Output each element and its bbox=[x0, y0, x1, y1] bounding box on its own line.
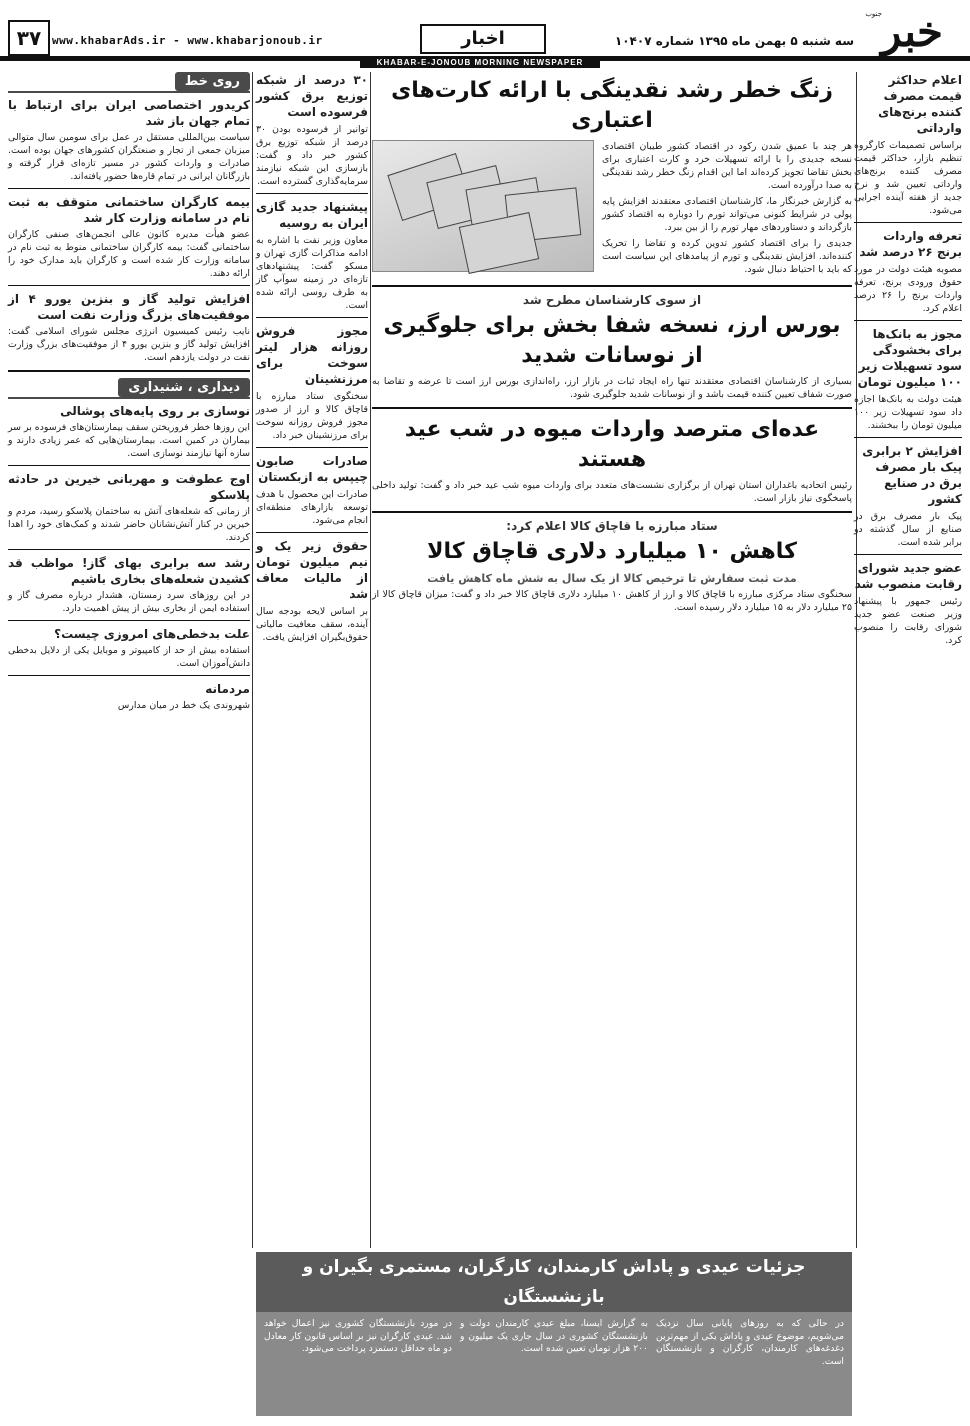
page-number: ۳۷ bbox=[8, 20, 50, 56]
brief-body-2: معاون وزیر نفت با اشاره به ادامه مذاکرات گازی تهران و مسکو گفت: پیشنهادهای تازه‌ای در زمینه سوآپ گاز به طرف روسی ارائه شده است. bbox=[256, 235, 368, 311]
brief-headline-2: پیشنهاد جدید گازی ایران به روسیه bbox=[256, 200, 368, 230]
right-body-4: پیک بار مصرف برق در صنایع از سال گذشته دو برابر شده است. bbox=[854, 511, 962, 548]
right-body-2: مصوبه هیئت دولت در مورد حقوق ورودی برنج، تعرفه واردات برنج را ۲۶ درصد اعلام کرد. bbox=[854, 264, 962, 314]
left-headline-5: اوج عطوفت و مهربانی خیرین در حادثه پلاسکو bbox=[8, 472, 250, 502]
left-column bbox=[8, 72, 250, 715]
right-headline-4: افزایش ۲ برابری پیک بار مصرف برق در صنایع کشور bbox=[862, 444, 962, 506]
kicker-4: ستاد مبارزه با قاچاق کالا اعلام کرد: bbox=[506, 519, 718, 533]
column-rule bbox=[370, 72, 371, 1248]
right-headline-2: تعرفه واردات برنج ۲۶ درصد شد bbox=[859, 229, 962, 259]
left-body-8: شهروندی یک خط در میان مدارس bbox=[117, 700, 250, 711]
right-headline-3: مجوز به بانک‌ها برای بخشودگی سود تسهیلات زیر ۱۰۰ میلیون تومان bbox=[857, 327, 962, 389]
left-headline-6: رشد سه برابری بهای گاز! مواظب قد کشیدن شعله‌های بخاری باشیم bbox=[8, 556, 250, 586]
left-headline-2: بیمه کارگران ساختمانی متوقف به ثبت نام در سامانه وزارت کار شد bbox=[8, 195, 250, 225]
issue-date: سه شنبه ۵ بهمن ماه ۱۳۹۵ شماره ۱۰۴۰۷ bbox=[614, 34, 854, 48]
banner-title: جزئیات عیدی و پاداش کارمندان، کارگران، مستمری بگیران و بازنشستگان bbox=[256, 1252, 852, 1312]
main-headline-2: بورس ارز، نسخه شفا بخش برای جلوگیری از نوسانات شدید bbox=[383, 313, 841, 368]
left-headline-4: نوسازی بر روی پایه‌های پوشالی bbox=[60, 404, 250, 418]
right-headline-5: عضو جدید شورای رقابت منصوب شد bbox=[854, 561, 962, 591]
left-body-7: استفاده بیش از حد از کامپیوتر و موبایل یکی از دلایل بدخطی دانش‌آموزان است. bbox=[8, 645, 250, 669]
section-title: اخبار bbox=[420, 24, 546, 54]
tag-online: روی خط bbox=[175, 72, 250, 91]
left-body-6: در این روزهای سرد زمستان، هشدار درباره مصرف گاز و استفاده ایمن از بخاری بیش از پیش اهمیت دارد. bbox=[8, 590, 250, 614]
left-body-2: عضو هیأت مدیره کانون عالی انجمن‌های صنفی کارگران ساختمانی گفت: بیمه کارگران ساختمانی منوط به ثبت نام در سامانه وزارت کار شده است و کارگران باید مدارک خود را ارائه دهند. bbox=[8, 229, 250, 279]
main-body-1a: هر چند با عمیق شدن رکود در اقتصاد کشور طیبان اقتصادی نسخه جدیدی را با ارائه تسهیلات خرد و کارت اعتباری برای بخش تقاضا تجویز کرده‌اند اما این اقدام زنگ خطر رشد نقدینگی به صدا درآورده است. bbox=[602, 141, 852, 191]
credit-cards-photo bbox=[372, 140, 594, 272]
main-body-1c: جدیدی را برای اقتصاد کشور تدوین کرده و تقاضا را تحریک کننده‌اند. افزایش نقدینگی و تورم از پیامدهای این سیاست است که باید با احتیاط دنبال شود. bbox=[602, 238, 852, 275]
right-body-3: هیئت دولت به بانک‌ها اجازه داد سود تسهیلات زیر ۱۰۰ میلیون تومان را ببخشند. bbox=[854, 394, 962, 431]
left-headline-1: کریدور اختصاصی ایران برای ارتباط با تمام جهان باز شد bbox=[8, 98, 250, 128]
left-body-5: از زمانی که شعله‌های آتش به ساختمان پلاسکو رسید، مردم و خیرین در کنار آتش‌نشانان حاضر شدند و کمک‌های خود را اهدا کردند. bbox=[8, 506, 250, 543]
masthead bbox=[0, 0, 970, 70]
banner-body-2: به گزارش ایسنا، مبلغ عیدی کارمندان دولت و بازنشستگان کشوری در سال جاری یک میلیون و ۲۰۰ هزار تومان تعیین شده است. bbox=[460, 1318, 648, 1354]
brief-body-3: سخنگوی ستاد مبارزه با قاچاق کالا و ارز از صدور مجوز فروش روزانه سوخت برای مرزنشینان خبر داد. bbox=[256, 391, 368, 441]
tag-visual: دیداری ، شنیداری bbox=[118, 378, 250, 397]
main-subhead-4: مدت ثبت سفارش تا ترخیص کالا از یک سال به شش ماه کاهش یافت bbox=[427, 572, 797, 585]
column-rule bbox=[252, 72, 253, 1248]
brief-headline-3: مجوز فروش روزانه هزار لیتر سوخت برای مرزنشینان bbox=[256, 324, 368, 386]
left-body-4: این روزها خطر فروریختن سقف بیمارستان‌های فرسوده بر سر بیماران در کمین است. بیمارستان‌هایی که عمر زیادی دارند و سازه آنها نیازمند نوسازی است. bbox=[8, 422, 250, 459]
main-headline-3: عده‌ای مترصد واردات میوه در شب عید هستند bbox=[404, 417, 820, 472]
brief-headline-4: صادرات صابون چیپس به ازبکستان bbox=[256, 454, 368, 484]
right-column bbox=[854, 72, 962, 650]
english-band: KHABAR-E-JONOUB MORNING NEWSPAPER bbox=[360, 58, 600, 68]
brief-headline-1: ۳۰ درصد از شبکه توزیع برق کشور فرسوده است bbox=[256, 73, 368, 119]
main-body-4: سخنگوی ستاد مرکزی مبارزه با قاچاق کالا و ارز از کاهش ۱۰ میلیارد دلاری قاچاق کالا خبر داد و گفت: میزان قاچاق کالا از ۲۵ میلیارد دلار به ۱۵ میلیارد دلار رسیده است. bbox=[372, 589, 852, 613]
right-headline-1: اعلام حداکثر قیمت مصرف کننده برنج‌های وارداتی bbox=[878, 73, 962, 135]
right-body-5: رئیس جمهور با پیشنهاد وزیر صنعت عضو جدید شورای رقابت را منصوب کرد. bbox=[854, 596, 962, 646]
main-body-2: بسیاری از کارشناسان اقتصادی معتقدند تنها راه ایجاد ثبات در بازار ارز، راه‌اندازی بورس ارز است تا عرضه و تقاضا به صورت شفاف تعیین کننده قیمت باشد و از نوسانات شدید جلوگیری شود. bbox=[372, 376, 852, 400]
newspaper-logo: خبر bbox=[881, 7, 943, 56]
logo-subtitle: جنوب bbox=[865, 10, 882, 18]
right-body-1: براساس تصمیمات کارگروه تنظیم بازار، حداکثر قیمت مصرف کننده برنج‌های وارداتی تعیین شد و نرخ جدید از هفته آینده اجرایی می‌شود. bbox=[854, 140, 962, 216]
brief-headline-5: حقوق زیر یک و نیم میلیون تومان از مالیات معاف شد bbox=[256, 539, 368, 601]
left-body-1: سیاست بین‌المللی مستقل در عمل برای سومین سال متوالی میزبان جمعی از تجار و صنعتگران کشورهای جهان بوده است. صادرات و واردات کشور در مسیر تازه‌ای قرار گرفته و بازرگانان ایرانی در تمام قاره‌ها حضور یافته‌اند. bbox=[8, 132, 250, 182]
brief-body-4: صادرات این محصول با هدف توسعه بازارهای منطقه‌ای انجام می‌شود. bbox=[256, 489, 368, 526]
left-headline-3: افزایش تولید گاز و بنزین یورو ۴ از موفقیت‌های بزرگ وزارت نفت است bbox=[8, 292, 251, 322]
kicker-2: از سوی کارشناسان مطرح شد bbox=[522, 293, 702, 307]
main-headline-4: کاهش ۱۰ میلیارد دلاری قاچاق کالا bbox=[427, 539, 797, 564]
brief-column bbox=[256, 72, 368, 647]
bonus-banner bbox=[256, 1252, 852, 1416]
banner-body-3: در مورد بازنشستگان کشوری نیز اعمال خواهد شد. عیدی کارگران نیز بر اساس قانون کار معادل دو ماه حداقل دستمزد پرداخت می‌شود. bbox=[264, 1318, 452, 1354]
brief-body-5: بر اساس لایحه بودجه سال آینده، سقف معافیت مالیاتی حقوق‌بگیران افزایش یافت. bbox=[256, 606, 368, 643]
banner-body-1: در حالی که به روزهای پایانی سال نزدیک می‌شویم، موضوع عیدی و پاداش یکی از مهم‌ترین دغدغه‌های کارمندان، کارگران و بازنشستگان است. bbox=[656, 1318, 844, 1367]
brief-body-1: توانیر از فرسوده بودن ۳۰ درصد از شبکه توزیع برق کشور خبر داد و گفت: بازسازی این شبکه نیازمند سرمایه‌گذاری گسترده است. bbox=[256, 124, 368, 187]
left-headline-7: علت بدخطی‌های امروزی چیست؟ bbox=[54, 627, 250, 641]
left-body-3: نایب رئیس کمیسیون انرژی مجلس شورای اسلامی گفت: افزایش تولید گاز و بنزین یورو ۴ از موفقیت‌های بزرگ وزارت نفت در دولت یازدهم است. bbox=[8, 326, 250, 363]
main-column bbox=[372, 72, 852, 617]
main-headline-1: زنگ خطر رشد نقدینگی با ارائه کارت‌های اعتباری bbox=[391, 78, 833, 133]
left-headline-8: مردمانه bbox=[205, 682, 250, 696]
site-url[interactable]: www.khabarAds.ir - www.khabarjonoub.ir bbox=[52, 34, 323, 47]
main-body-3: رئیس اتحادیه باغداران استان تهران از برگزاری نشست‌های متعدد برای واردات میوه شب عید خبر داد و گفت: تولید داخلی پاسخگوی نیاز بازار است. bbox=[372, 480, 852, 504]
main-body-1b: به گزارش خبرنگار ما، کارشناسان اقتصادی معتقدند افزایش پایه پولی در شرایط کنونی می‌تواند تورم را دوباره به اقتصاد کشور بازگرداند و دستاوردهای مهار تورم را از بین ببرد. bbox=[602, 196, 852, 233]
